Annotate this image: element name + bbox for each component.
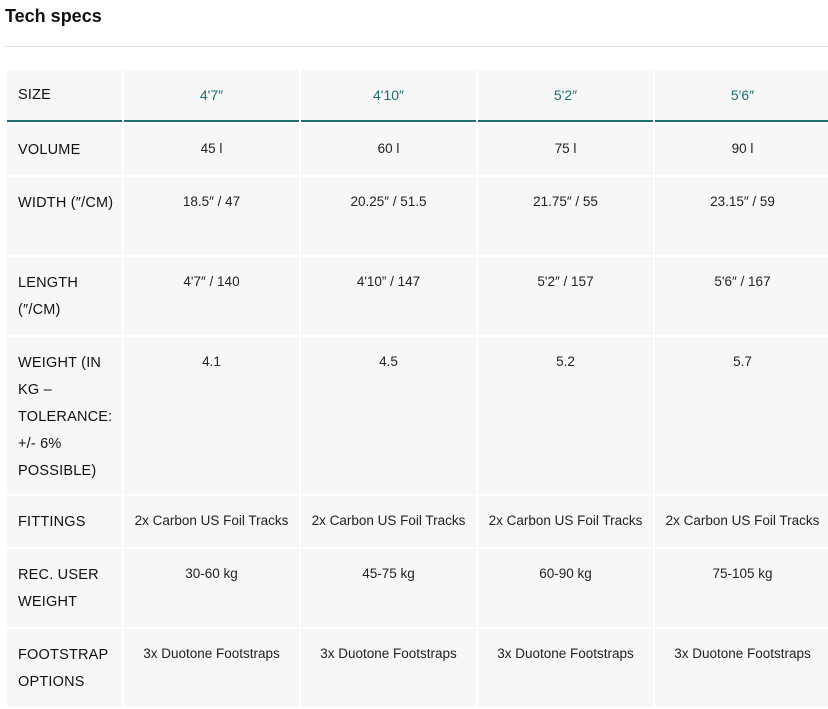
- size-column-header: 4'10″: [301, 70, 476, 122]
- spec-value: 20.25″ / 51.5: [301, 177, 476, 255]
- size-column-header: 4'7″: [124, 70, 299, 122]
- spec-value: 3x Duotone Footstraps: [478, 629, 653, 707]
- spec-value: 3x Duotone Footstraps: [301, 629, 476, 707]
- size-column-header: 5'2″: [478, 70, 653, 122]
- page-title: Tech specs: [5, 6, 102, 26]
- table-row-length: [7, 257, 828, 335]
- table-row-footstrap-options: [7, 629, 828, 707]
- row-label: FOOTSTRAP OPTIONS: [7, 629, 122, 707]
- row-label: WEIGHT (IN KG – TOLERANCE: +/- 6% POSSIBLE): [7, 337, 122, 494]
- spec-value: 90 l: [655, 124, 828, 175]
- row-label: LENGTH (″/CM): [7, 257, 122, 335]
- spec-value: 75 l: [478, 124, 653, 175]
- spec-value: 3x Duotone Footstraps: [124, 629, 299, 707]
- table-row-fittings: [7, 496, 828, 547]
- spec-value: 4.5: [301, 337, 476, 494]
- spec-value: 5'2″ / 157: [478, 257, 653, 335]
- spec-value: 60-90 kg: [478, 549, 653, 627]
- spec-value: 5'6″ / 167: [655, 257, 828, 335]
- spec-value: 23.15″ / 59: [655, 177, 828, 255]
- title-divider: [5, 46, 828, 47]
- table-header-row: [7, 70, 828, 122]
- row-label: VOLUME: [7, 124, 122, 175]
- row-label: WIDTH (″/CM): [7, 177, 122, 255]
- spec-value: 2x Carbon US Foil Tracks: [478, 496, 653, 547]
- spec-value: 45-75 kg: [301, 549, 476, 627]
- spec-value: 2x Carbon US Foil Tracks: [124, 496, 299, 547]
- spec-value: 4'10” / 147: [301, 257, 476, 335]
- spec-value: 18.5″ / 47: [124, 177, 299, 255]
- table-row-volume: [7, 124, 828, 175]
- table-row-width: [7, 177, 828, 255]
- row-label-size: SIZE: [7, 70, 122, 122]
- spec-value: 2x Carbon US Foil Tracks: [655, 496, 828, 547]
- spec-value: 2x Carbon US Foil Tracks: [301, 496, 476, 547]
- spec-value: 5.7: [655, 337, 828, 494]
- row-label: REC. USER WEIGHT: [7, 549, 122, 627]
- row-label: FITTINGS: [7, 496, 122, 547]
- spec-value: 60 l: [301, 124, 476, 175]
- table-row-rec-user-weight: [7, 549, 828, 627]
- spec-value: 3x Duotone Footstraps: [655, 629, 828, 707]
- spec-value: 30-60 kg: [124, 549, 299, 627]
- size-column-header: 5'6″: [655, 70, 828, 122]
- spec-value: 21.75″ / 55: [478, 177, 653, 255]
- spec-value: 4.1: [124, 337, 299, 494]
- tech-specs-table: [5, 68, 828, 709]
- spec-value: 75-105 kg: [655, 549, 828, 627]
- spec-value: 4'7″ / 140: [124, 257, 299, 335]
- table-row-weight: [7, 337, 828, 494]
- spec-value: 45 l: [124, 124, 299, 175]
- spec-value: 5.2: [478, 337, 653, 494]
